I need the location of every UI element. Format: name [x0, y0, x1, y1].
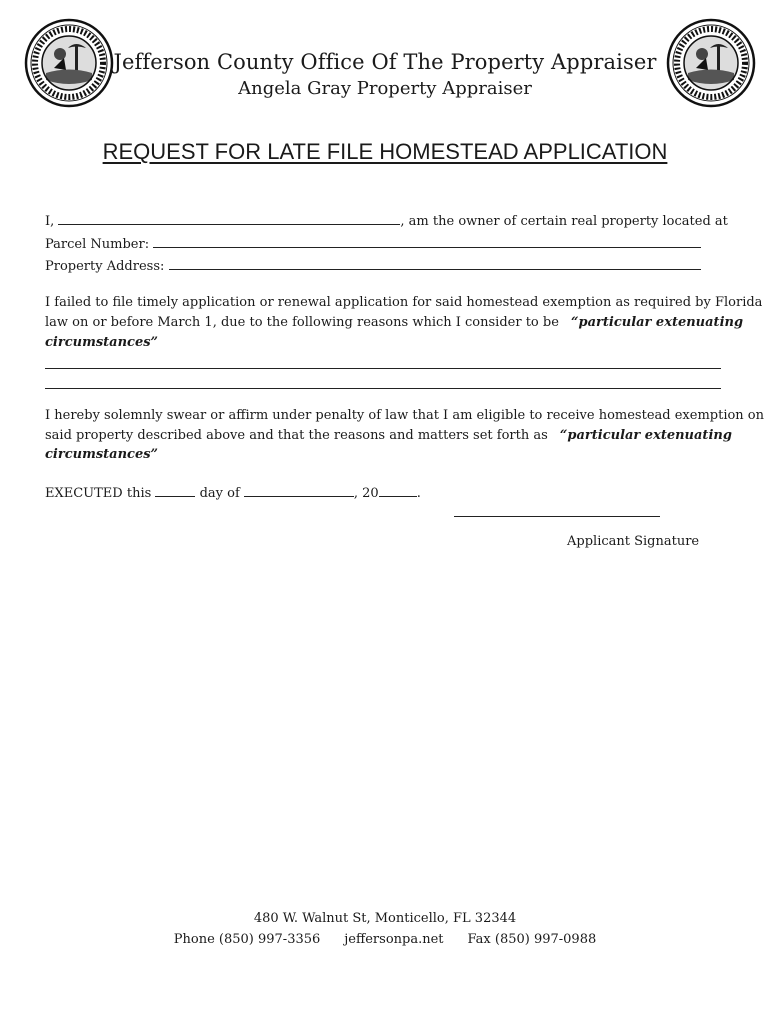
day-field[interactable] — [155, 484, 195, 497]
form-title: REQUEST FOR LATE FILE HOMESTEAD APPLICATION — [102, 139, 668, 164]
footer-phone: Phone (850) 997-3356 — [173, 932, 321, 947]
florida-state-seal-icon — [24, 18, 114, 108]
emphasis-text: circumstances” — [45, 335, 159, 350]
oath-text-line1: I hereby solemnly swear or affirm under penalty of law that I am eligible to receive homestead exemption on — [45, 408, 765, 423]
office-title: Jefferson County Office Of The Property Appraiser — [113, 50, 657, 74]
signature-field[interactable] — [454, 516, 660, 517]
address-line — [45, 257, 701, 276]
appraiser-name: Angela Gray Property Appraiser — [238, 78, 532, 99]
reason-text-line3 — [45, 334, 158, 352]
letterhead — [110, 50, 660, 99]
executed-end: . — [416, 486, 421, 501]
reason-field-line2[interactable] — [45, 388, 721, 389]
reason-field-line1[interactable] — [45, 368, 721, 369]
owner-line — [45, 212, 728, 231]
reason-text: law on or before March 1, due to the following reasons which I consider to be — [45, 315, 559, 330]
owner-name-field[interactable] — [58, 212, 400, 225]
emphasis-text: circumstances” — [45, 447, 159, 462]
footer-fax: Fax (850) 997-0988 — [467, 932, 597, 947]
reason-text-line1: I failed to file timely application or renewal application for said homestead exemption as required by Florida — [45, 295, 763, 310]
address-label: Property Address: — [45, 259, 165, 274]
day-of-text: day of — [199, 486, 240, 501]
footer-contact — [0, 932, 770, 947]
emphasis-text: “particular extenuating — [571, 315, 744, 330]
oath-text-line2 — [45, 427, 732, 445]
reason-text-line2 — [45, 314, 743, 332]
parcel-number-field[interactable] — [153, 235, 701, 248]
year-field[interactable] — [379, 484, 417, 497]
executed-prefix: EXECUTED this — [45, 486, 152, 501]
florida-state-seal-icon — [666, 18, 756, 108]
month-field[interactable] — [244, 484, 354, 497]
oath-text-line3 — [45, 446, 158, 464]
emphasis-text: “particular extenuating — [559, 428, 732, 443]
footer-address: 480 W. Walnut St, Monticello, FL 32344 — [253, 911, 517, 926]
oath-text: said property described above and that the reasons and matters set forth as — [45, 428, 548, 443]
year-prefix: , 20 — [353, 486, 379, 501]
owner-suffix: , am the owner of certain real property located at — [400, 214, 728, 229]
owner-prefix: I, — [45, 214, 55, 229]
footer-website[interactable]: jeffersonpa.net — [344, 932, 444, 947]
executed-line — [45, 484, 421, 503]
signature-label: Applicant Signature — [567, 534, 700, 549]
parcel-label: Parcel Number: — [45, 237, 150, 252]
property-address-field[interactable] — [169, 257, 701, 270]
parcel-line — [45, 235, 701, 254]
